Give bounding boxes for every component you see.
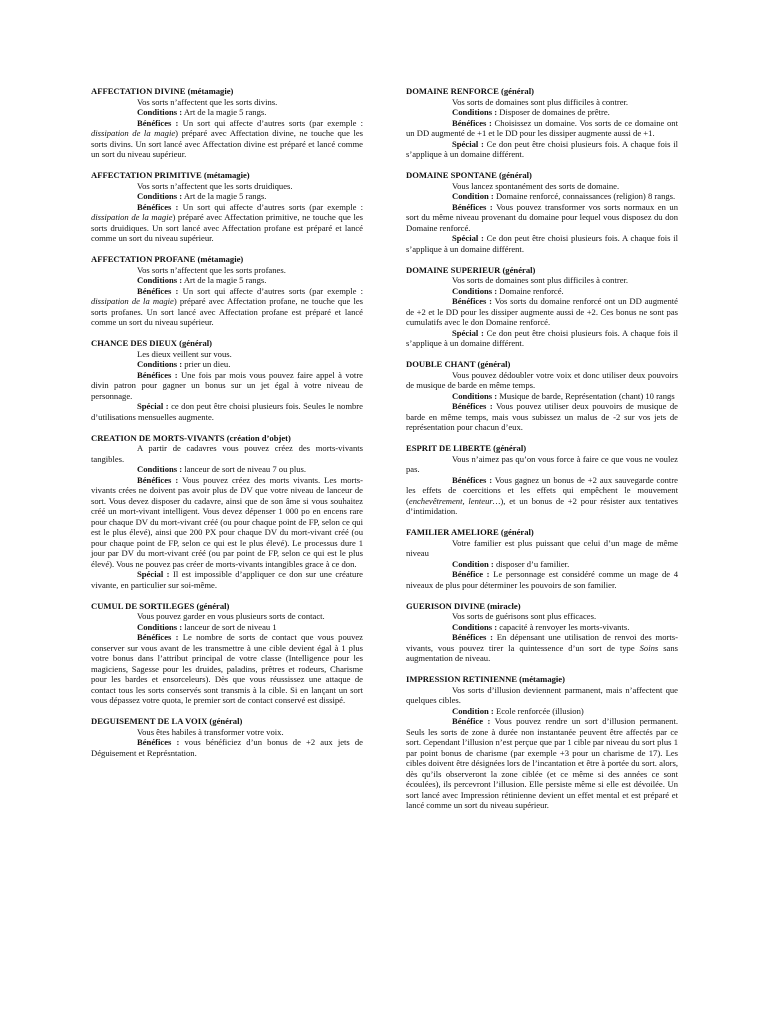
paragraph-text: ce don peut être choisi plusieurs fois. Seules le nombre d’utilisations mensuelles augmente. xyxy=(91,401,363,422)
feat-paragraph xyxy=(406,328,678,349)
paragraph-text: Vous lancez spontanément des sorts de domaine. xyxy=(452,180,620,191)
paragraph-label: Conditions : xyxy=(452,107,498,117)
feat-paragraph xyxy=(406,233,678,254)
paragraph-label: Condition : xyxy=(452,191,494,201)
feat-entry xyxy=(91,601,363,706)
feat-title: AFFECTATION PRIMITIVE (métamagie) xyxy=(91,170,250,180)
feat-paragraph xyxy=(406,454,678,475)
paragraph-text: Une fois par mois vous pouvez faire appel à votre divin patron pour gagner un bonus sur un jet égal à votre niveau de personnage. xyxy=(91,369,363,401)
feat-paragraph xyxy=(406,611,678,622)
paragraph-label: Bénéfices : xyxy=(137,285,179,296)
paragraph-text-after: ) préparé avec Affectation primitive, ne touche que les sorts druidiques. Un sort lancé avec Affectation profane est préparé et lancé comme un sort du niveau supérieur. xyxy=(91,212,363,243)
feat-paragraph xyxy=(406,181,678,192)
paragraph-text: Ce don peut être choisi plusieurs fois. A chaque fois il s’applique à un domaine différent. xyxy=(406,327,678,348)
paragraph-label: Conditions : xyxy=(452,621,498,632)
paragraph-text: Un sort qui affecte d’autres sorts (par exemple : xyxy=(178,201,363,212)
paragraph-text: Votre familier est plus puissant que celui d’un mage de même niveau xyxy=(406,537,678,558)
feat-paragraph xyxy=(406,706,678,717)
paragraph-text: Ecole renforcée (illusion) xyxy=(493,705,584,716)
feat-paragraph xyxy=(406,107,678,118)
feat-title: FAMILIER AMELIORE (général) xyxy=(406,527,534,537)
paragraph-label: Bénéfices : xyxy=(452,296,492,306)
paragraph-label: Condition : xyxy=(452,558,494,569)
paragraph-text: lanceur de sort de niveau 7 ou plus. xyxy=(182,464,306,474)
feat-paragraph xyxy=(91,275,363,286)
feat-paragraph xyxy=(91,97,363,108)
paragraph-text-after: ), et un bonus de +2 pour résister aux tentatives d’intimidation. xyxy=(406,495,678,516)
paragraph-text: Il est impossible d’appliquer ce don sur une créature vivante, en particulier sur soi-même. xyxy=(91,569,363,590)
paragraph-label: Condition : xyxy=(452,705,494,716)
paragraph-text-after: sans augmentation de niveau. xyxy=(406,642,678,663)
paragraph-text: Vous êtes habiles à transformer votre voix. xyxy=(137,726,284,737)
paragraph-text: Les dieux veillent sur vous. xyxy=(137,348,232,359)
feat-paragraph xyxy=(91,464,363,475)
feat-paragraph xyxy=(91,265,363,276)
feat-title: CHANCE DES DIEUX (général) xyxy=(91,338,213,348)
paragraph-text: A partir de cadavres vous pouvez créez des morts-vivants tangibles. xyxy=(91,443,363,464)
feat-paragraph xyxy=(91,349,363,360)
feat-entry xyxy=(91,254,363,328)
feat-entry xyxy=(91,338,363,422)
paragraph-text: Ce don peut être choisi plusieurs fois. A chaque fois il s’applique à un domaine différent. xyxy=(406,233,678,254)
feat-paragraph xyxy=(406,391,678,402)
feat-paragraph xyxy=(91,727,363,738)
paragraph-label: Conditions : xyxy=(137,621,183,632)
feat-paragraph xyxy=(91,359,363,370)
paragraph-text: Le personnage est considéré comme un mage de 4 niveaux de plus pour déterminer les pouvoirs de son familier. xyxy=(406,569,679,590)
feat-title: DOMAINE SPONTANE (général) xyxy=(406,170,532,180)
feat-paragraph xyxy=(91,107,363,118)
paragraph-label: Bénéfices : xyxy=(137,201,179,212)
feat-title: AFFECTATION PROFANE (métamagie) xyxy=(91,254,244,264)
paragraph-label: Bénéfices : xyxy=(137,632,179,642)
paragraph-label: Spécial : xyxy=(452,138,484,149)
paragraph-text: lanceur de sort de niveau 1 xyxy=(182,621,277,632)
paragraph-text: Vous pouvez garder en vous plusieurs sorts de contact. xyxy=(137,611,325,621)
paragraph-italic-text: dissipation de la magie xyxy=(91,128,176,138)
paragraph-text: Vos sorts du domaine renforcé ont un DD augmenté de +2 et le DD pour les dissiper augmente aussi de +2. Ces bonus ne sont pas cumulatifs avec le don Domaine renforcé. xyxy=(406,296,678,327)
feat-paragraph xyxy=(406,370,678,391)
paragraph-text: Vos sorts de domaines sont plus difficiles à contrer. xyxy=(452,96,629,107)
paragraph-label: Bénéfice : xyxy=(452,716,491,726)
feat-paragraph xyxy=(406,475,678,517)
paragraph-label: Bénéfices : xyxy=(137,737,180,747)
paragraph-italic-text: Soins xyxy=(639,642,659,653)
feat-entry xyxy=(406,170,678,254)
paragraph-label: Bénéfices : xyxy=(137,474,179,485)
paragraph-text: Vous pouvez transformer vos sorts normaux en un sort du même niveau provenant du domaine pour lequel vous disposez du don Domaine renforcé. xyxy=(406,201,678,233)
paragraph-text: Le nombre de sorts de contact que vous pouvez conserver sur vous avant de les transmettre à une cible devient égal à 1 plus votre bonus dans l’attribut principal de votre classe (Intelligence pour les magiciens, Sagesse pour les druides, paladins, prêtres et rodeurs, Charisme pour les bardes et ensorceleurs). Dès que vous réussissez une attaque de contact tous les sorts conservés sont transmis à la cible. Si en lançant un sort vous dépassez votre quota, le premier sort de contact conservé est dissipé. xyxy=(91,632,363,705)
feat-entry xyxy=(91,170,363,244)
paragraph-text: Vous n’aimez pas qu’on vous force à faire ce que vous ne voulez pas. xyxy=(406,453,678,474)
feat-title: ESPRIT DE LIBERTE (général) xyxy=(406,443,527,453)
feat-entry xyxy=(406,86,678,160)
paragraph-text: Vos sorts n’affectent que les sorts divins. xyxy=(137,96,278,107)
feat-paragraph xyxy=(91,286,363,328)
paragraph-text: Vous pouvez rendre un sort d’illusion permanent. Seuls les sorts de zone à durée non instantanée peuvent être affectés par ce sort. Cependant l’illusion n’est perçue que par 1 cible par niveau du sort plus 1 par point bonus de charisme (par exemple +3 pour un charisme de 17). Les cibles doivent être désignées lors de l’incantation et être à portée du sort. alors, dès qu’ils observeront la zone ciblée (et ce même si des années ce sont écoulées), ils percevront l’illusion. Elle persiste même si elle est dévoilée. Un sort lancé avec Impression rétinienne devient un effet mental et est préparé et lancé comme un sort du niveau supérieur. xyxy=(406,716,679,810)
paragraph-text: Vos sorts de domaines sont plus difficiles à contrer. xyxy=(452,275,629,285)
paragraph-text: Art de la magie 5 rangs. xyxy=(182,191,267,201)
paragraph-label: Conditions : xyxy=(452,285,498,296)
feat-title: DEGUISEMENT DE LA VOIX (général) xyxy=(91,716,243,726)
feat-entry xyxy=(91,86,363,160)
feat-entry xyxy=(91,716,363,758)
paragraph-label: Bénéfice : xyxy=(452,569,490,579)
paragraph-text-after: ) préparé avec Affectation profane, ne touche que les sorts profanes. Un sort lancé avec Affectation profane est préparé et lancé comme un sort du niveau supérieur. xyxy=(91,296,364,327)
paragraph-label: Bénéfices : xyxy=(452,474,493,485)
feat-paragraph xyxy=(91,202,363,244)
paragraph-label: Spécial : xyxy=(137,401,169,411)
paragraph-label: Bénéfices : xyxy=(452,401,493,411)
feat-paragraph xyxy=(406,296,678,328)
feat-entry xyxy=(406,674,678,811)
feat-paragraph xyxy=(406,97,678,108)
feat-entry xyxy=(406,443,678,517)
paragraph-text: capacité à renvoyer les morts-vivants. xyxy=(497,621,630,632)
paragraph-label: Bénéfices : xyxy=(452,117,492,128)
paragraph-text-after: ) préparé avec Affectation divine, ne touche que les sorts divins. Un sort lancé avec Affectation divine est préparé et lancé comme un sort du niveau supérieur. xyxy=(91,128,364,159)
feat-paragraph xyxy=(91,569,363,590)
feat-paragraph xyxy=(406,716,678,811)
feat-title: CREATION DE MORTS-VIVANTS (création d’objet) xyxy=(91,432,291,443)
paragraph-text: Vos sorts de guérisons sont plus efficaces. xyxy=(452,611,597,621)
paragraph-text: En dépensant une utilisation de renvoi des morts-vivants, vous pouvez tirer la quintessence d’un sort de type xyxy=(406,632,678,653)
feat-paragraph xyxy=(406,559,678,570)
paragraph-text: Vous pouvez créez des morts vivants. Les morts-vivants crées ne doivent pas avoir plus de DV que votre niveau de lanceur de sort. Vous devez disposer du cadavre, ainsi que de son âme si vous souhaitez créé un mort-vivant intelligent. Vous devez dépenser 1 000 po en encens rare pour chaque DV du mort-vivant créé (ou pour chaque point de FP, selon ce qui est le plus élevé), ainsi que 200 PX pour chaque DV du mort-vivant créé (ou pour chaque point de FP, selon ce qui est le plus élevé). Le processus dure 1 jour par DV du mort-vivant créé (ou par point de FP, selon ce qui est le plus élevé). Vous ne pouvez pas créer de morts-vivants intangibles grace à ce don. xyxy=(91,474,364,569)
paragraph-text: Un sort qui affecte d’autres sorts (par exemple : xyxy=(178,285,363,296)
feat-paragraph xyxy=(91,443,363,464)
paragraph-text: Choisissez un domaine. Vos sorts de ce domaine ont un DD augmenté de +1 et le DD pour les dissiper augmente aussi de +1. xyxy=(406,117,678,138)
feat-paragraph xyxy=(406,622,678,633)
paragraph-text: Domaine renforcé. xyxy=(497,285,564,296)
feat-entry xyxy=(406,601,678,664)
paragraph-text: Vos sorts d’illusion deviennent parmanent, mais n’affectent que quelques cibles. xyxy=(406,684,678,705)
feat-entry xyxy=(91,433,363,591)
paragraph-label: Conditions : xyxy=(137,359,183,369)
feat-title: DOMAINE RENFORCE (général) xyxy=(406,86,534,96)
paragraph-label: Conditions : xyxy=(137,107,183,117)
feat-paragraph xyxy=(406,286,678,297)
left-column xyxy=(91,86,363,769)
paragraph-text: Disposer de domaines de prêtre. xyxy=(497,107,610,117)
feat-paragraph xyxy=(91,475,363,570)
feat-paragraph xyxy=(91,370,363,402)
paragraph-label: Spécial : xyxy=(137,569,170,579)
feat-title: DOMAINE SUPERIEUR (général) xyxy=(406,264,536,275)
paragraph-text: disposer d’u familier. xyxy=(493,558,570,569)
feat-paragraph xyxy=(406,632,678,664)
feat-title: GUERISON DIVINE (miracle) xyxy=(406,600,521,611)
feat-paragraph xyxy=(406,569,678,590)
feat-paragraph xyxy=(406,202,678,234)
paragraph-label: Conditions : xyxy=(137,464,183,474)
paragraph-text: prier un dieu. xyxy=(182,359,231,369)
paragraph-text: Un sort qui affecte d’autres sorts (par exemple : xyxy=(178,117,363,128)
paragraph-label: Spécial : xyxy=(452,327,484,338)
feat-paragraph xyxy=(91,401,363,422)
paragraph-label: Conditions : xyxy=(452,390,498,401)
feat-paragraph xyxy=(406,139,678,160)
paragraph-text: Domaine renforcé, connaissances (religion) 8 rangs. xyxy=(493,191,676,201)
feat-title: CUMUL DE SORTILEGES (général) xyxy=(91,600,230,611)
feat-title: DOUBLE CHANT (général) xyxy=(406,359,511,369)
feat-paragraph xyxy=(91,191,363,202)
paragraph-italic-text: dissipation de la magie xyxy=(91,212,173,222)
feat-paragraph xyxy=(91,118,363,160)
feat-title: IMPRESSION RETINIENNE (métamagie) xyxy=(406,674,565,684)
paragraph-label: Spécial : xyxy=(452,233,484,243)
paragraph-label: Bénéfices : xyxy=(137,369,178,380)
feat-paragraph xyxy=(406,538,678,559)
feat-paragraph xyxy=(406,685,678,706)
paragraph-label: Bénéfices : xyxy=(452,632,494,642)
paragraph-label: Conditions : xyxy=(137,275,183,285)
paragraph-italic-text: enchevêtrement, lenteur… xyxy=(408,495,501,506)
paragraph-text: Vous pouvez utiliser deux pouvoirs de musique de barde en même temps, mais vous subissez un malus de -2 sur vos jets de représentation pour chacun d’eux. xyxy=(406,401,678,432)
paragraph-text: Art de la magie 5 rangs. xyxy=(182,275,267,285)
feat-entry xyxy=(406,265,678,349)
paragraph-label: Bénéfices : xyxy=(452,201,493,212)
feat-paragraph xyxy=(406,118,678,139)
feat-title: AFFECTATION DIVINE (métamagie) xyxy=(91,86,234,96)
feat-paragraph xyxy=(406,191,678,202)
feat-paragraph xyxy=(91,632,363,706)
feat-paragraph xyxy=(91,737,363,758)
paragraph-text: Ce don peut être choisi plusieurs fois. A chaque fois il s’applique à un domaine différent. xyxy=(406,138,678,159)
feat-paragraph xyxy=(406,275,678,286)
paragraph-text: Vous pouvez dédoubler votre voix et donc utiliser deux pouvoirs de musique de barde en même temps. xyxy=(406,369,678,390)
paragraph-text: Musique de barde, Représentation (chant) 10 rangs xyxy=(497,390,675,401)
feat-entry xyxy=(406,359,678,433)
right-column xyxy=(406,86,678,821)
paragraph-italic-text: dissipation de la magie xyxy=(91,296,174,306)
paragraph-text: vous bénéficiez d’un bonus de +2 aux jets de Déguisement et Représntation. xyxy=(91,737,363,758)
feat-paragraph xyxy=(91,622,363,633)
feat-entry xyxy=(406,527,678,590)
feat-paragraph xyxy=(91,611,363,622)
paragraph-text: Vos sorts n’affectent que les sorts druidiques. xyxy=(137,180,293,191)
feat-paragraph xyxy=(406,401,678,433)
paragraph-text: Vous gagnez un bonus de +2 aux sauvegarde contre les effets de coercitions et les effets qui empêchent le mouvement ( xyxy=(406,474,678,506)
feat-paragraph xyxy=(91,181,363,192)
paragraph-text: Art de la magie 5 rangs. xyxy=(182,107,267,117)
paragraph-text: Vos sorts n’affectent que les sorts profanes. xyxy=(137,264,286,275)
paragraph-label: Conditions : xyxy=(137,191,183,201)
paragraph-label: Bénéfices : xyxy=(137,117,179,128)
